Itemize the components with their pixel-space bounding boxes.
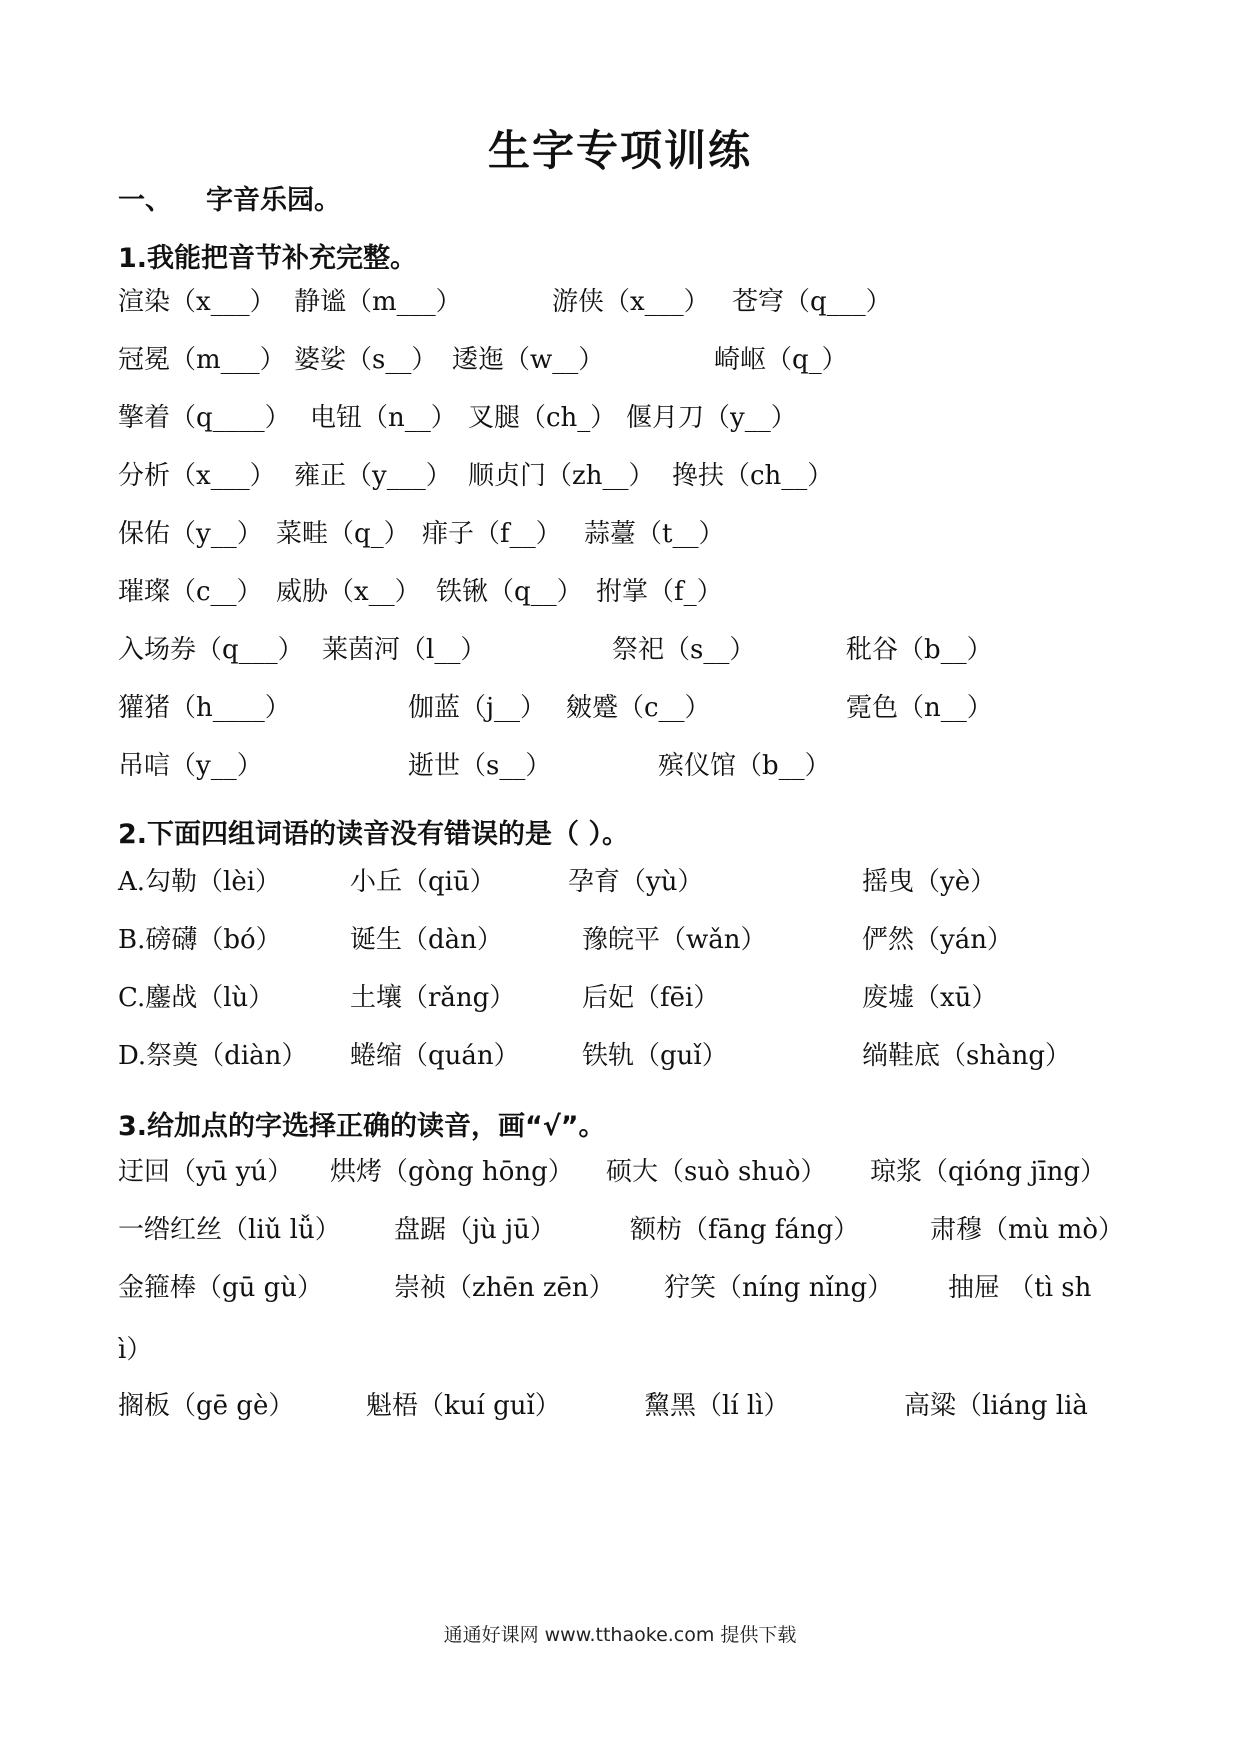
q1-item: 璀璨（c__）: [118, 577, 263, 607]
q3-row: [118, 1152, 1240, 1196]
q2-option: 土壤（rǎng）: [350, 983, 516, 1013]
q1-row: [118, 340, 1240, 384]
q2-option: 铁轨（guǐ）: [582, 1041, 728, 1071]
q1-item: 叉腿（ch_）: [468, 403, 617, 433]
q1-row: [118, 630, 1240, 674]
q3-item: 抽屉 （tì sh: [948, 1273, 1092, 1303]
q1-item: 獾猪（h____）: [118, 693, 291, 723]
q1-item: 秕谷（b__）: [846, 635, 993, 665]
q1-row: [118, 456, 1240, 500]
q3-item: 崇祯（zhēn zēn）: [394, 1273, 615, 1303]
q1-item: 搀扶（ch__）: [672, 461, 834, 491]
q3-item: 黧黑（lí lì）: [644, 1391, 790, 1421]
q1-item: 铁锹（q__）: [436, 577, 583, 607]
q3-item: 狞笑（níng nǐng）: [664, 1273, 894, 1303]
q1-item: 痱子（f__）: [422, 519, 562, 549]
question-3-heading: 3.给加点的字选择正确的读音，画“√”。: [118, 1111, 606, 1142]
q1-item: 游侠（x___）: [552, 287, 710, 317]
q3-item: 搁板（gē gè）: [118, 1391, 295, 1421]
q3-item: 迂回（yū yú）: [118, 1157, 294, 1187]
q2-option: 俨然（yán）: [862, 925, 1013, 955]
q2-row: [118, 1036, 1240, 1080]
q3-item: 金箍棒（gū gù）: [118, 1273, 324, 1303]
q1-item: 静谧（m___）: [294, 287, 462, 317]
q2-option: A.勾勒（lèi）: [118, 867, 282, 897]
q1-item: 威胁（x__）: [276, 577, 421, 607]
q1-item: 拊掌（f_）: [596, 577, 723, 607]
q1-item: 电钮（n__）: [310, 403, 457, 433]
q1-item: 保佑（y__）: [118, 519, 263, 549]
section-number: 一、: [118, 185, 172, 216]
q1-item: 蒜薹（t__）: [584, 519, 725, 549]
q2-option: 摇曳（yè）: [862, 867, 997, 897]
q3-item: 一绺红丝（liǔ lǚ）: [118, 1215, 341, 1245]
q2-option: 绱鞋底（shàng）: [862, 1041, 1071, 1071]
q1-item: 逶迤（w__）: [452, 345, 605, 375]
q3-item: 高粱（liáng lià: [904, 1391, 1088, 1421]
q1-item: 分析（x___）: [118, 461, 276, 491]
q1-row: [118, 398, 1240, 442]
q3-item: 烘烤（gòng hōng）: [330, 1157, 574, 1187]
q1-item: 伽蓝（j__）: [408, 693, 547, 723]
q3-row: [118, 1268, 1240, 1312]
q1-item: 渲染（x___）: [118, 287, 276, 317]
q1-item: 殡仪馆（b__）: [658, 751, 831, 781]
q3-row: [118, 1386, 1240, 1430]
q2-option: 废墟（xū）: [862, 983, 998, 1013]
q2-row: [118, 862, 1240, 906]
q2-option: 豫皖平（wǎn）: [582, 925, 767, 955]
q2-option: 蜷缩（quán）: [350, 1041, 520, 1071]
q2-option: 孕育（yù）: [568, 867, 704, 897]
q1-row: [118, 572, 1240, 616]
q2-option: C.鏖战（lù）: [118, 983, 275, 1013]
q1-item: 莱茵河（l__）: [322, 635, 487, 665]
q2-row: [118, 920, 1240, 964]
q1-item: 苍穹（q___）: [732, 287, 892, 317]
q2-option: B.磅礴（bó）: [118, 925, 282, 955]
q2-option: 诞生（dàn）: [350, 925, 503, 955]
q1-item: 入场券（q___）: [118, 635, 304, 665]
q1-row: [118, 514, 1240, 558]
q3-item: 魁梧（kuí guǐ）: [366, 1391, 561, 1421]
q1-item: 顺贞门（zh__）: [468, 461, 655, 491]
q1-item: 吊唁（y__）: [118, 751, 263, 781]
q2-row: [118, 978, 1240, 1022]
q1-item: 祭祀（s__）: [612, 635, 756, 665]
q3-item: ì）: [118, 1335, 153, 1365]
q1-item: 崎岖（q_）: [714, 345, 848, 375]
q3-item: 肃穆（mù mò）: [930, 1215, 1124, 1245]
q3-item: 硕大（suò shuò）: [606, 1157, 827, 1187]
q1-row: [118, 688, 1240, 732]
q1-item: 霓色（n__）: [846, 693, 993, 723]
q1-row: [118, 746, 1240, 790]
q2-option: 后妃（fēi）: [582, 983, 720, 1013]
q1-item: 擎着（q____）: [118, 403, 291, 433]
q1-item: 偃月刀（y__）: [626, 403, 797, 433]
section-label: 字音乐园。: [206, 185, 341, 216]
question-1-heading: 1.我能把音节补充完整。: [118, 243, 418, 274]
download-footer: 通通好课网 www.tthaoke.com 提供下载: [443, 1624, 797, 1646]
q1-item: 皴蹙（c__）: [566, 693, 711, 723]
page-title: 生字专项训练: [487, 126, 752, 175]
q1-item: 婆娑（s__）: [294, 345, 438, 375]
q1-row: [118, 282, 1240, 326]
q3-item: 琼浆（qióng jīng）: [870, 1157, 1107, 1187]
q3-row: [118, 1210, 1240, 1254]
q3-item: 额枋（fāng fáng）: [630, 1215, 860, 1245]
q1-item: 菜畦（q_）: [276, 519, 410, 549]
section-heading: [118, 178, 341, 217]
q2-option: 小丘（qiū）: [350, 867, 496, 897]
q1-item: 逝世（s__）: [408, 751, 552, 781]
q2-option: D.祭奠（diàn）: [118, 1041, 308, 1071]
q3-row: [118, 1330, 1240, 1374]
q3-item: 盘踞（jù jū）: [394, 1215, 556, 1245]
q1-item: 冠冕（m___）: [118, 345, 286, 375]
question-2-heading: 2.下面四组词语的读音没有错误的是（ ）。: [118, 819, 629, 850]
q1-item: 雍正（y___）: [294, 461, 452, 491]
